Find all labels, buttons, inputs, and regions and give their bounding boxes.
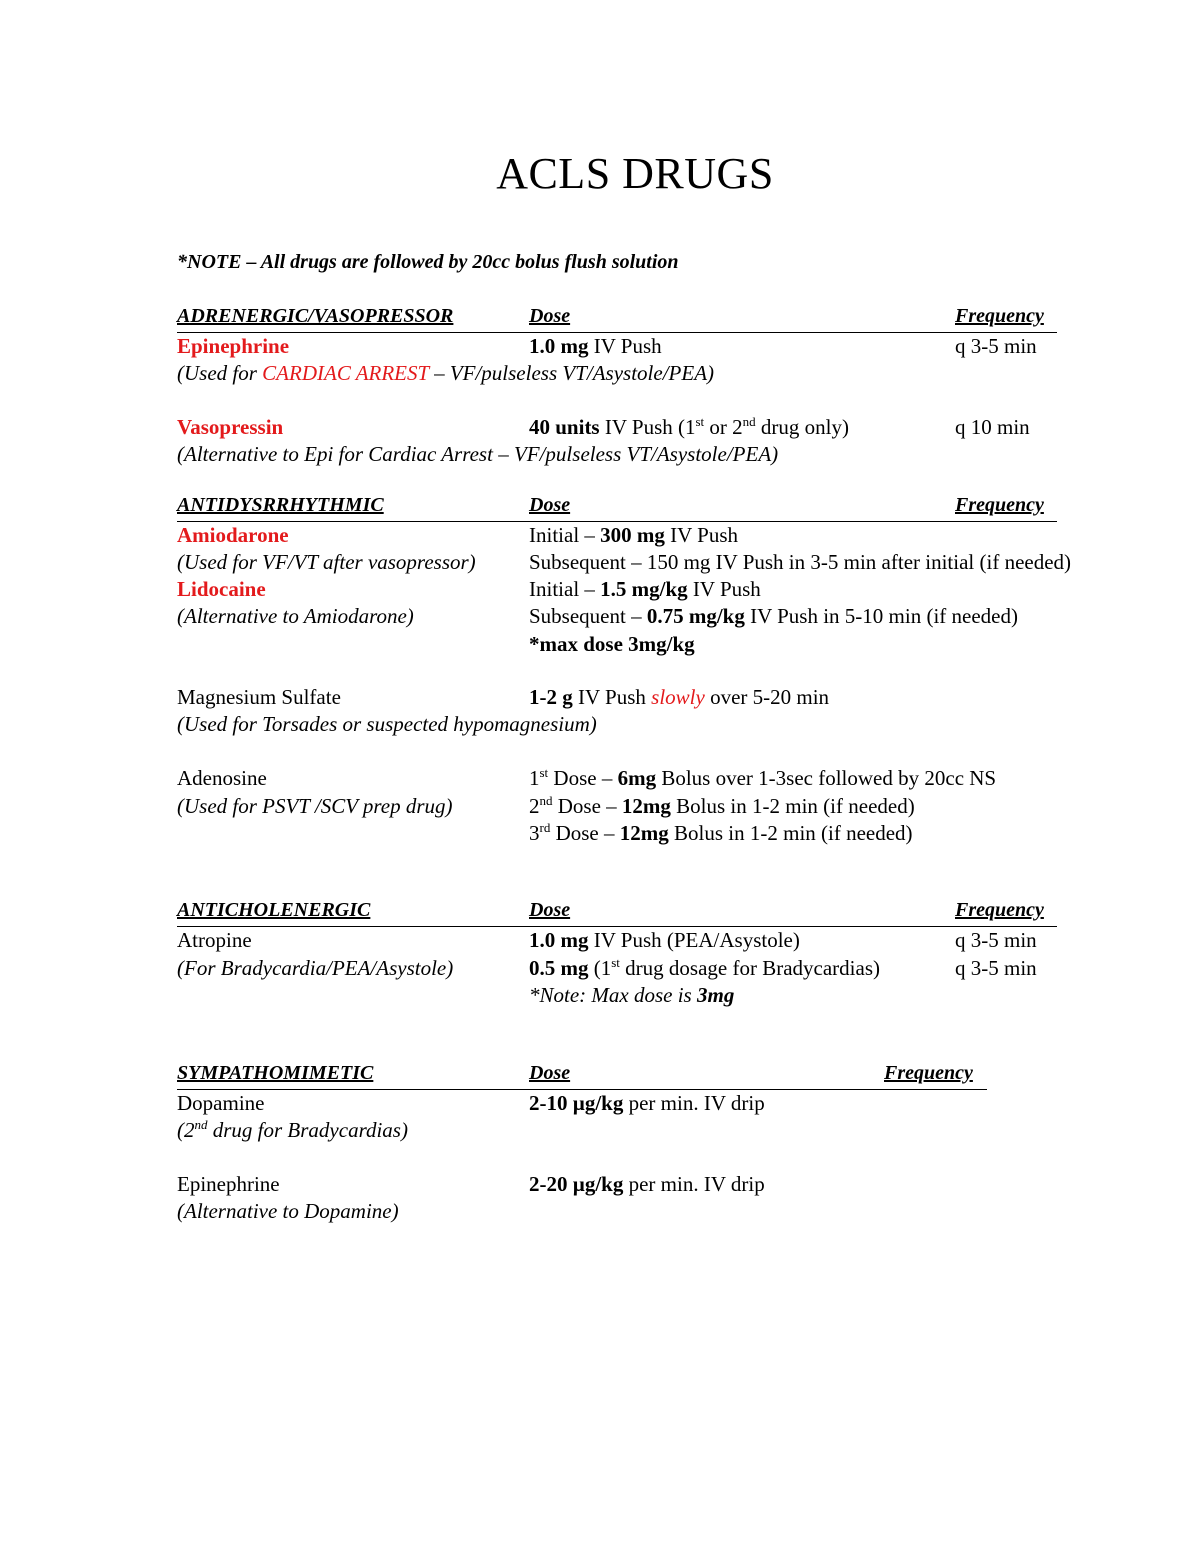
- section-header-adrenergic: [177, 305, 1057, 333]
- max-dose-lidocaine: *max dose 3mg/kg: [529, 632, 695, 656]
- section-title: ANTICHOLENERGIC: [177, 899, 371, 921]
- section-header-antidysrrhythmic: [177, 494, 1057, 522]
- dose-atropine: 1.0 mg IV Push (PEA/Asystole): [529, 928, 800, 952]
- drug-name-lidocaine: Lidocaine: [177, 577, 266, 601]
- use-atropine: (For Bradycardia/PEA/Asystole): [177, 956, 454, 980]
- dose-lidocaine: Initial – 1.5 mg/kg IV Push: [529, 577, 761, 601]
- drug-name-dopamine: Dopamine: [177, 1091, 265, 1115]
- frequency-header: Frequency: [955, 305, 1044, 327]
- section-title: ANTIDYSRRHYTHMIC: [177, 494, 384, 516]
- section-title: ADRENERGIC/VASOPRESSOR: [177, 305, 454, 327]
- flush-note: *NOTE – All drugs are followed by 20cc bolus flush solution: [177, 251, 679, 273]
- dose-amiodarone: Initial – 300 mg IV Push: [529, 523, 739, 547]
- page-title: ACLS DRUGS: [496, 149, 774, 198]
- dose-adenosine-second: 2nd Dose – 12mg Bolus in 1-2 min (if needed): [529, 793, 915, 818]
- dose-epinephrine-drip: 2-20 µg/kg per min. IV drip: [529, 1172, 765, 1196]
- dose-header: Dose: [529, 494, 571, 516]
- use-epinephrine: (Used for CARDIAC ARREST – VF/pulseless VT/Asystole/PEA): [177, 361, 715, 385]
- section-header-anticholenergic: [177, 899, 1057, 927]
- drug-name-amiodarone: Amiodarone: [177, 523, 289, 547]
- max-dose-atropine: *Note: Max dose is 3mg: [529, 983, 735, 1007]
- drug-name-adenosine: Adenosine: [177, 766, 267, 790]
- dose-vasopressin: 40 units IV Push (1st or 2nd drug only): [529, 414, 849, 439]
- use-amiodarone: (Used for VF/VT after vasopressor): [177, 550, 476, 574]
- drug-name-vasopressin: Vasopressin: [177, 415, 284, 439]
- dose-epinephrine: 1.0 mg IV Push: [529, 334, 662, 358]
- drug-name-epinephrine-drip: Epinephrine: [177, 1172, 280, 1196]
- frequency-vasopressin: q 10 min: [955, 415, 1030, 439]
- drug-name-magnesium: Magnesium Sulfate: [177, 685, 341, 709]
- frequency-header: Frequency: [884, 1062, 973, 1084]
- dose-adenosine-third: 3rd Dose – 12mg Bolus in 1-2 min (if needed): [529, 820, 913, 845]
- frequency-header: Frequency: [955, 494, 1044, 516]
- frequency-atropine-bradycardia: q 3-5 min: [955, 956, 1037, 980]
- use-dopamine: (2nd drug for Bradycardias): [177, 1117, 408, 1142]
- dose-magnesium: 1-2 g IV Push slowly over 5-20 min: [529, 685, 830, 709]
- use-adenosine: (Used for PSVT /SCV prep drug): [177, 794, 453, 818]
- use-magnesium: (Used for Torsades or suspected hypomagnesium): [177, 712, 597, 736]
- use-lidocaine: (Alternative to Amiodarone): [177, 604, 414, 628]
- dose-header: Dose: [529, 899, 571, 921]
- subsequent-amiodarone: Subsequent – 150 mg IV Push in 3-5 min after initial (if needed): [529, 550, 1072, 574]
- frequency-header: Frequency: [955, 899, 1044, 921]
- dose-adenosine-first: 1st Dose – 6mg Bolus over 1-3sec followed by 20cc NS: [529, 765, 997, 790]
- drug-name-atropine: Atropine: [177, 928, 252, 952]
- use-epinephrine-drip: (Alternative to Dopamine): [177, 1199, 399, 1223]
- dose-dopamine: 2-10 µg/kg per min. IV drip: [529, 1091, 765, 1115]
- dose-atropine-bradycardia: 0.5 mg (1st drug dosage for Bradycardias): [529, 955, 880, 980]
- dose-header: Dose: [529, 1062, 571, 1084]
- section-title: SYMPATHOMIMETIC: [177, 1062, 374, 1084]
- drug-name-epinephrine: Epinephrine: [177, 334, 290, 358]
- frequency-epinephrine: q 3-5 min: [955, 334, 1037, 358]
- subsequent-lidocaine: Subsequent – 0.75 mg/kg IV Push in 5-10 min (if needed): [529, 604, 1018, 628]
- dose-header: Dose: [529, 305, 571, 327]
- frequency-atropine: q 3-5 min: [955, 928, 1037, 952]
- use-vasopressin: (Alternative to Epi for Cardiac Arrest – VF/pulseless VT/Asystole/PEA): [177, 442, 779, 466]
- section-header-sympathomimetic: [177, 1062, 987, 1090]
